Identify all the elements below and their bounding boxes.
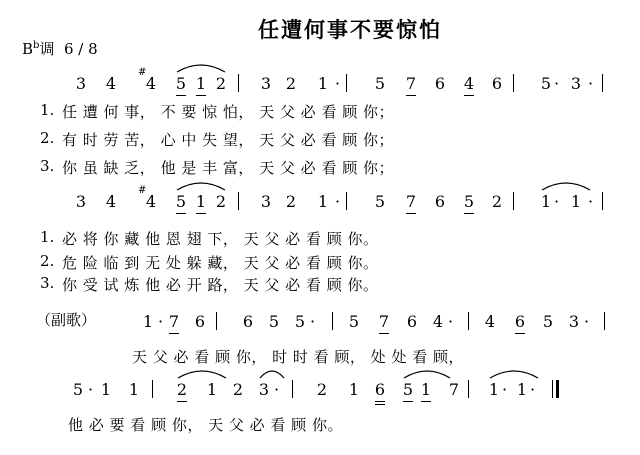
barline — [292, 380, 293, 398]
verse-number: 2. — [40, 129, 55, 147]
note: 1 — [206, 380, 218, 399]
note: 4 — [461, 74, 477, 93]
note: 6 — [242, 312, 254, 331]
verse-2-line-1: 有 时 劳 苦， 心 中 失 望， 天 父 必 看 顾 你； — [62, 131, 394, 149]
barline — [238, 74, 239, 92]
dot: · — [584, 312, 590, 331]
note: 5 — [72, 380, 84, 399]
barline — [468, 380, 469, 398]
note: 1 — [348, 380, 360, 399]
slur — [178, 371, 226, 378]
verse-number: 1. — [40, 101, 55, 119]
note: 5 — [268, 312, 280, 331]
slur — [260, 371, 284, 378]
note: 6 — [512, 312, 528, 331]
note: 4 — [105, 192, 117, 211]
verse-3-line-2: 你 受 试 炼 他 必 开 路， 天 父 必 看 顾 你。 — [62, 276, 379, 294]
dot: · — [554, 192, 560, 211]
note: 5 — [173, 74, 189, 93]
note: 1 — [488, 380, 500, 399]
note: 5 — [540, 74, 552, 93]
slur — [404, 371, 450, 378]
note: 1 — [516, 380, 528, 399]
note: 6 — [434, 192, 446, 211]
sharp-sign: # — [138, 185, 147, 196]
note: 4 # — [138, 67, 157, 93]
barline — [152, 380, 153, 398]
verse-number: 1. — [40, 228, 55, 246]
note: 1 — [193, 74, 209, 93]
note: 5 — [400, 380, 416, 399]
verse-number: 3. — [40, 274, 55, 292]
note: 2 — [285, 74, 297, 93]
barline — [602, 192, 603, 210]
note: 6 — [434, 74, 446, 93]
dot: · — [554, 74, 560, 93]
final-lyric: 他 必 要 看 顾 你， 天 父 必 看 顾 你。 — [68, 416, 343, 434]
verse-3-line-1: 你 虽 缺 乏， 他 是 丰 富， 天 父 必 看 顾 你； — [62, 159, 394, 177]
verse-1-line-2: 必 将 你 藏 他 恩 翅 下， 天 父 必 看 顾 你。 — [62, 230, 379, 248]
note: 6 — [491, 74, 503, 93]
slur — [490, 371, 538, 378]
note: 5 — [374, 192, 386, 211]
dot: · — [588, 192, 594, 211]
note: 3 — [75, 192, 87, 211]
slur — [542, 183, 590, 190]
note: 2 — [174, 380, 190, 399]
note: 4 — [432, 312, 444, 331]
verse-1-line-1: 任 遭 何 事， 不 要 惊 怕， 天 父 必 看 顾 你； — [62, 103, 394, 121]
note: 1 — [540, 192, 552, 211]
note: 1 — [418, 380, 434, 399]
note: 2 — [215, 74, 227, 93]
barline — [604, 312, 605, 330]
barline — [602, 74, 603, 92]
slur — [177, 183, 225, 190]
dot: · — [335, 74, 341, 93]
key-signature — [22, 38, 98, 59]
barline — [346, 74, 347, 92]
note: 5 — [374, 74, 386, 93]
key-accidental: b — [33, 40, 40, 51]
note: 6 — [406, 312, 418, 331]
note: 1 — [193, 192, 209, 211]
verse-number: 3. — [40, 157, 55, 175]
barline — [332, 312, 333, 330]
note: 3 — [568, 312, 580, 331]
sharp-sign: # — [138, 67, 147, 78]
dot: · — [448, 312, 454, 331]
note: 3 — [75, 74, 87, 93]
note: 4 # — [138, 185, 157, 211]
note: 7 — [448, 380, 460, 399]
key-note: B — [22, 40, 34, 58]
barline — [513, 192, 514, 210]
note: 1 — [142, 312, 154, 331]
note: 2 — [285, 192, 297, 211]
barline — [552, 380, 553, 398]
dot: · — [502, 380, 508, 399]
note: 1 — [570, 192, 582, 211]
slur — [177, 65, 225, 72]
dot: · — [88, 380, 94, 399]
note: 6 — [194, 312, 206, 331]
note: 2 — [215, 192, 227, 211]
note: 5 — [348, 312, 360, 331]
dot: · — [310, 312, 316, 331]
note: 5 — [173, 192, 189, 211]
verse-number: 2. — [40, 252, 55, 270]
dot: · — [274, 380, 280, 399]
note: 2 — [232, 380, 244, 399]
note: 3 — [570, 74, 582, 93]
song-title: 任遭何事不要惊怕 — [258, 18, 442, 42]
note: 2 — [316, 380, 328, 399]
note: 7 — [403, 192, 419, 211]
note: 3 — [260, 192, 272, 211]
note: 5 — [461, 192, 477, 211]
key-text: 调 — [39, 40, 55, 58]
note: 1 — [317, 192, 329, 211]
note: 4 — [105, 74, 117, 93]
note: 1 — [100, 380, 112, 399]
note: 7 — [166, 312, 182, 331]
time-signature: 6 / 8 — [64, 40, 98, 58]
note: 4 — [484, 312, 496, 331]
note: 3 — [258, 380, 270, 399]
barline — [346, 192, 347, 210]
note: 1 — [128, 380, 140, 399]
note: 5 — [542, 312, 554, 331]
dot: · — [335, 192, 341, 211]
dot: · — [530, 380, 536, 399]
dot: · — [158, 312, 164, 331]
dot: · — [588, 74, 594, 93]
note: 7 — [376, 312, 392, 331]
note: 3 — [260, 74, 272, 93]
note: 5 — [294, 312, 306, 331]
barline — [238, 192, 239, 210]
barline — [468, 312, 469, 330]
final-barline — [556, 380, 559, 398]
note: 7 — [403, 74, 419, 93]
barline — [513, 74, 514, 92]
note: 1 — [317, 74, 329, 93]
note: 6 — [372, 380, 388, 399]
note: 2 — [491, 192, 503, 211]
refrain-label: （副歌） — [36, 311, 97, 329]
refrain-lyric: 天 父 必 看 顾 你， 时 时 看 顾， 处 处 看 顾， — [132, 348, 464, 366]
barline — [216, 312, 217, 330]
verse-2-line-2: 危 险 临 到 无 处 躲 藏， 天 父 必 看 顾 你。 — [62, 254, 379, 272]
